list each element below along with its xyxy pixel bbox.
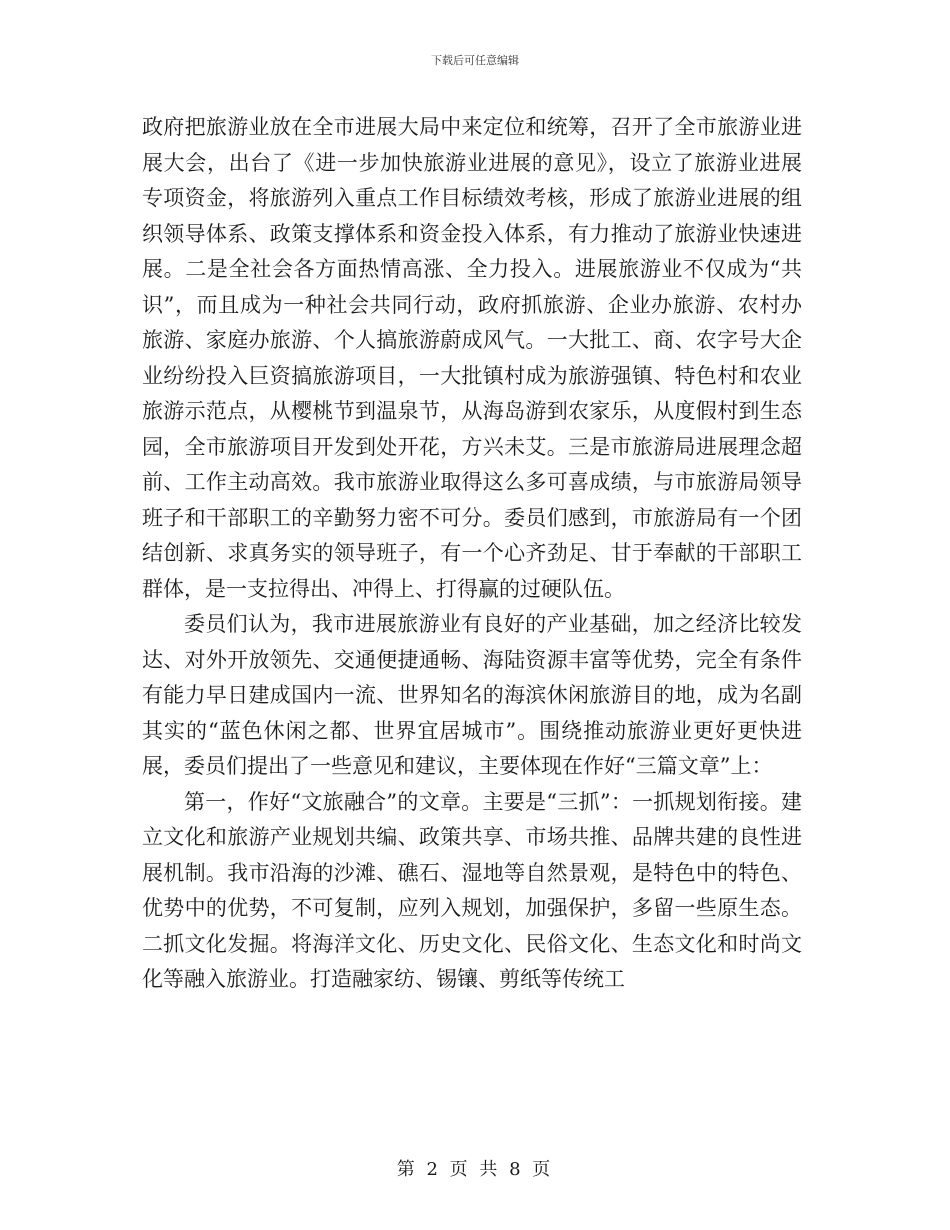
page-number: 第 2 页 共 8 页 — [396, 1159, 554, 1180]
paragraph: 委员们认为，我市进展旅游业有良好的产业基础，加之经济比较发达、对外开放领先、交通便捷通畅、海陆资源丰富等优势，完全有条件有能力早日建成国内一流、世界知名的海滨休闲旅游目的地，成为名副其实的“蓝色休闲之都、世界宜居城市”。围绕推动旅游业更好更快进展，委员们提出了一些意见和建议，主要体现在作好“三篇文章”上： — [142, 612, 802, 778]
paragraph-continuation: 政府把旅游业放在全市进展大局中来定位和统筹，召开了全市旅游业进展大会，出台了《进一步加快旅游业进展的意见》，设立了旅游业进展专项资金，将旅游列入重点工作目标绩效考核，形成了旅游业进展的组织领导体系、政策支撑体系和资金投入体系，有力推动了旅游业快速进展。二是全社会各方面热情高涨、全力投入。进展旅游业不仅成为“共识”，而且成为一种社会共同行动，政府抓旅游、企业办旅游、农村办旅游、家庭办旅游、个人搞旅游蔚成风气。一大批工、商、农字号大企业纷纷投入巨资搞旅游项目，一大批镇村成为旅游强镇、特色村和农业旅游示范点，从樱桃节到温泉节，从海岛游到农家乐，从度假村到生态园，全市旅游项目开发到处开花，方兴未艾。三是市旅游局进展理念超前、工作主动高效。我市旅游业取得这么多可喜成绩，与市旅游局领导班子和干部职工的辛勤努力密不可分。委员们感到，市旅游局有一个团结创新、求真务实的领导班子，有一个心齐劲足、甘于奉献的干部职工群体，是一支拉得出、冲得上、打得赢的过硬队伍。 — [142, 115, 802, 601]
document-body — [142, 110, 802, 998]
paragraph: 第一，作好“文旅融合”的文章。主要是“三抓”：一抓规划衔接。建立文化和旅游产业规划共编、政策共享、市场共推、品牌共建的良性进展机制。我市沿海的沙滩、礁石、湿地等自然景观，是特色中的特色、优势中的优势，不可复制，应列入规划，加强保护，多留一些原生态。二抓文化发掘。将海洋文化、历史文化、民俗文化、生态文化和时尚文化等融入旅游业。打造融家纺、锡镶、剪纸等传统工 — [142, 789, 802, 991]
page-header: 下载后可任意编辑 — [431, 54, 519, 67]
